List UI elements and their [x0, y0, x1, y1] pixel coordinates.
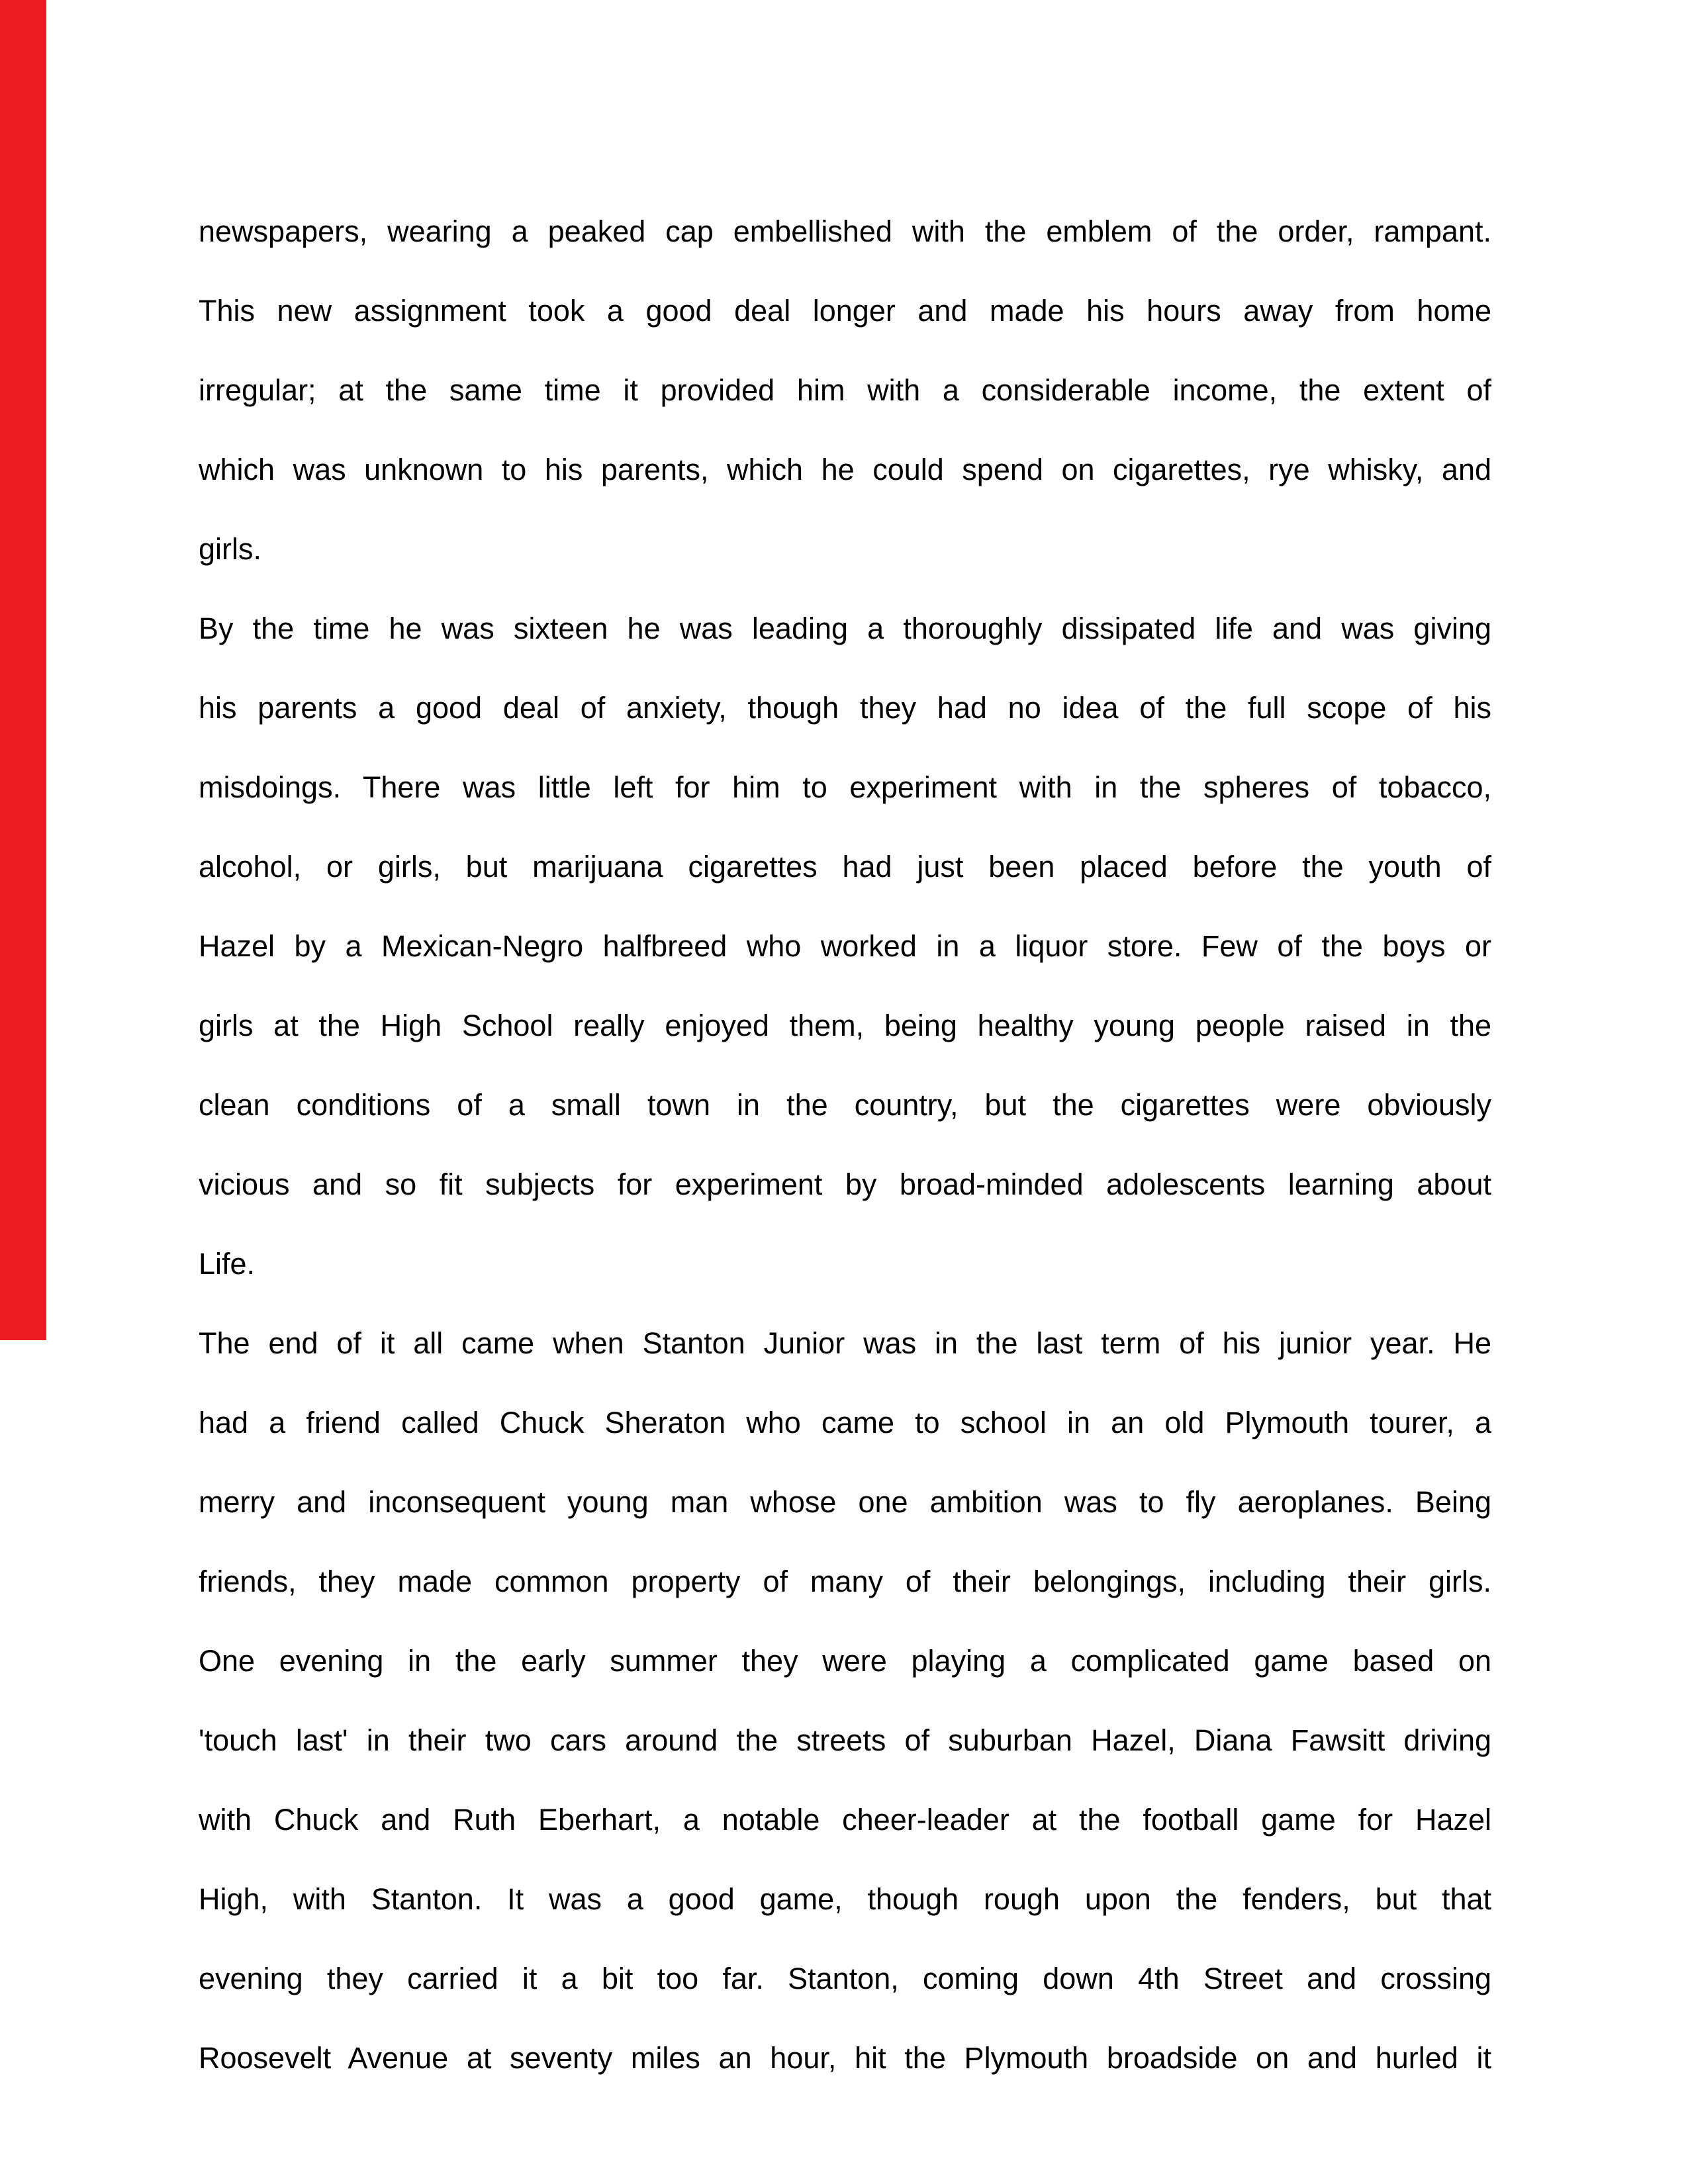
text-line: newspapers, wearing a peaked cap embellished with the emblem of the order, rampant. — [199, 214, 1491, 248]
text-line: High, with Stanton. It was a good game, though rough upon the fenders, but that — [199, 1882, 1491, 1916]
text-line: The end of it all came when Stanton Junior was in the last term of his junior year. He — [199, 1326, 1491, 1360]
margin-highlight-bar — [0, 0, 46, 1340]
text-line: By the time he was sixteen he was leading a thoroughly dissipated life and was giving — [199, 612, 1491, 645]
text-line: vicious and so fit subjects for experiment by broad-minded adolescents learning about — [199, 1167, 1491, 1201]
text-line: This new assignment took a good deal longer and made his hours away from home — [199, 294, 1491, 328]
text-line: evening they carried it a bit too far. Stanton, coming down 4th Street and crossing — [199, 1962, 1491, 1995]
text-line: clean conditions of a small town in the country, but the cigarettes were obviously — [199, 1088, 1491, 1122]
text-line: his parents a good deal of anxiety, though they had no idea of the full scope of his — [199, 691, 1491, 725]
text-line: with Chuck and Ruth Eberhart, a notable cheer-leader at the football game for Hazel — [199, 1803, 1491, 1837]
text-line: 'touch last' in their two cars around the streets of suburban Hazel, Diana Fawsitt driving — [199, 1723, 1491, 1757]
body-text — [199, 192, 1491, 2098]
text-line: One evening in the early summer they were playing a complicated game based on — [199, 1644, 1491, 1678]
text-line: alcohol, or girls, but marijuana cigarettes had just been placed before the youth of — [199, 850, 1491, 884]
text-line: Hazel by a Mexican-Negro halfbreed who worked in a liquor store. Few of the boys or — [199, 929, 1491, 963]
text-line: which was unknown to his parents, which he could spend on cigarettes, rye whisky, and — [199, 453, 1491, 486]
text-line: friends, they made common property of many of their belongings, including their girls. — [199, 1565, 1491, 1598]
text-line: had a friend called Chuck Sheraton who came to school in an old Plymouth tourer, a — [199, 1406, 1491, 1439]
text-line-paragraph-end: Life. — [199, 1247, 256, 1281]
text-line: irregular; at the same time it provided him with a considerable income, the extent of — [199, 373, 1491, 407]
text-line: merry and inconsequent young man whose one ambition was to fly aeroplanes. Being — [199, 1485, 1491, 1519]
text-line: misdoings. There was little left for him to experiment with in the spheres of tobacco, — [199, 770, 1491, 804]
text-line: Roosevelt Avenue at seventy miles an hour, hit the Plymouth broadside on and hurled it — [199, 2041, 1491, 2075]
text-line: girls at the High School really enjoyed them, being healthy young people raised in the — [199, 1009, 1491, 1042]
text-line-paragraph-end: girls. — [199, 532, 262, 566]
